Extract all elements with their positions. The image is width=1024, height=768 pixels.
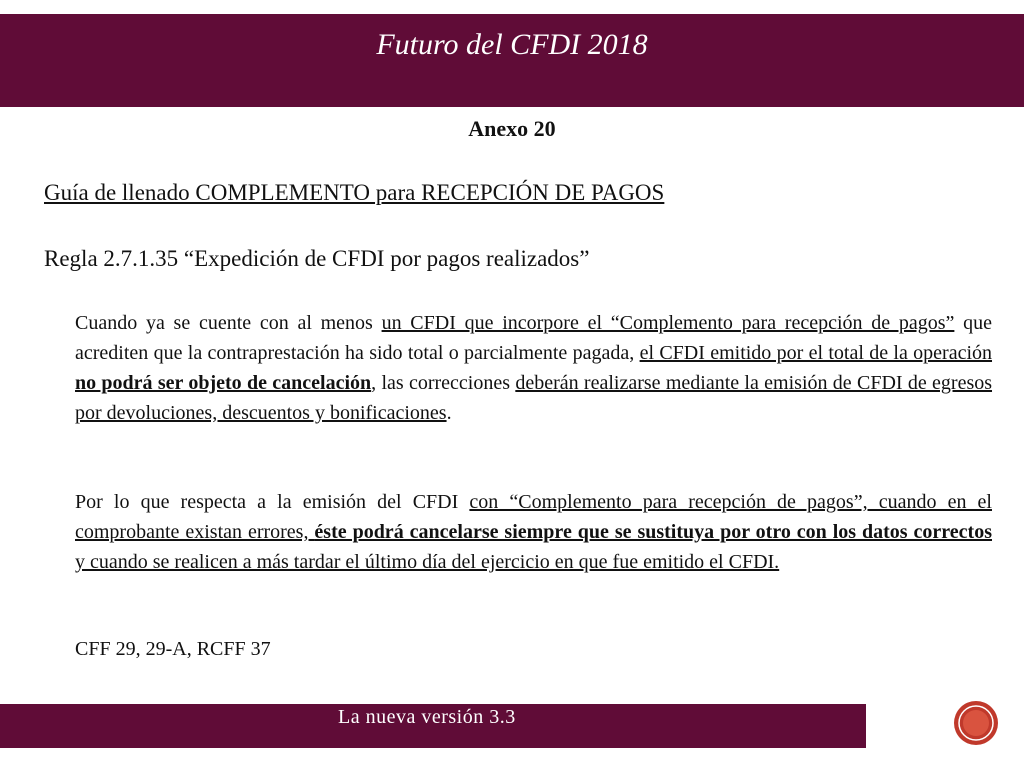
p2-bold-substitute: éste podrá cancelarse siempre que se sustituya por otro con los datos correctos [314, 521, 992, 543]
p2-text-1: Por lo que respecta a la emisión del CFDI [75, 491, 470, 513]
p2-underline-deadline: y cuando se realicen a más tardar el último día del ejercicio en que fue emitido el CFDI. [75, 551, 780, 573]
paragraph-errors-cancellation [75, 487, 992, 577]
slide-title: Futuro del CFDI 2018 [376, 28, 648, 61]
p1-underline-egresos: deberán realizarse mediante la emisión de CFDI de egresos por devoluciones, descuentos y bonificaciones [75, 372, 993, 424]
p1-underline-cfdi: el CFDI emitido por el total de la operación [639, 342, 993, 364]
circle-logo-icon [953, 700, 999, 746]
legal-references: CFF 29, 29-A, RCFF 37 [75, 638, 271, 660]
p1-bold-no-cancel: no podrá ser objeto de cancelación [75, 372, 372, 394]
logo-core [963, 710, 989, 736]
rule-title: Regla 2.7.1.35 “Expedición de CFDI por pagos realizados” [44, 246, 590, 271]
guide-title: Guía de llenado COMPLEMENTO para RECEPCIÓN DE PAGOS [44, 180, 665, 205]
p1-text-4: . [446, 402, 452, 424]
p1-text-3: , las correcciones [371, 372, 516, 394]
p2-underline-complement: con “Complemento para recepción de pagos”, cuando en el comprobante existan errores, [75, 491, 992, 543]
p1-underline-complement: un CFDI que incorpore el “Complemento para recepción de pagos” [381, 312, 955, 334]
paragraph-cancellation-restriction [75, 308, 992, 428]
annex-heading: Anexo 20 [468, 116, 556, 141]
p1-text-2: que acrediten que la contraprestación ha sido total o parcialmente pagada, [75, 312, 992, 364]
footer-text: La nueva versión 3.3 [338, 706, 516, 728]
p1-text-1: Cuando ya se cuente con al menos [75, 312, 382, 334]
